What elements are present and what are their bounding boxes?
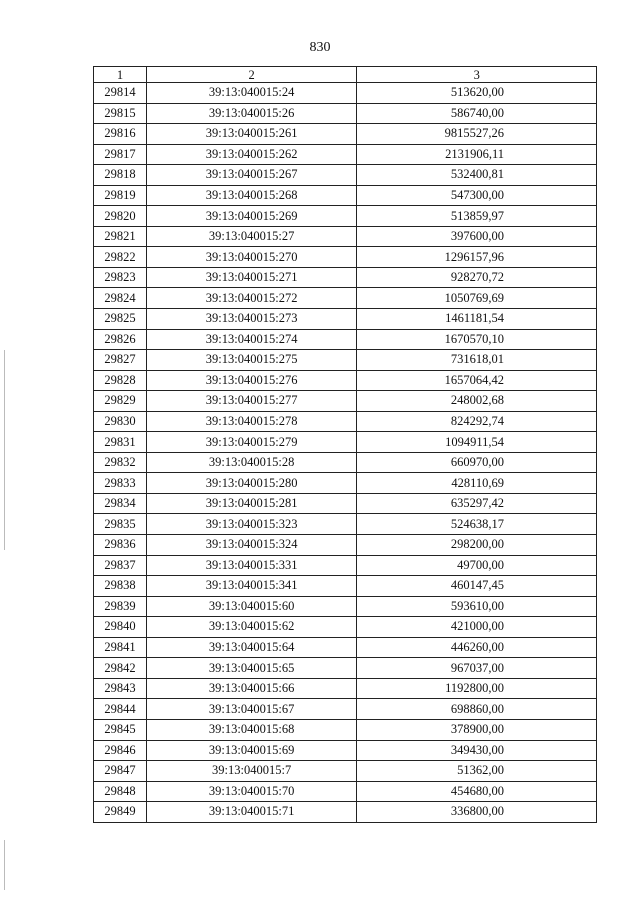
column-header-2: 2	[146, 67, 356, 83]
table-row	[94, 699, 597, 720]
row-number-cell: 29845	[94, 719, 147, 740]
row-number-cell: 29829	[94, 391, 147, 412]
table-row	[94, 678, 597, 699]
value-cell: 349430,00	[357, 740, 597, 761]
cadastral-number-cell: 39:13:040015:324	[146, 535, 356, 556]
table-row	[94, 781, 597, 802]
row-number-cell: 29846	[94, 740, 147, 761]
page-number: 830	[309, 40, 331, 55]
table-row	[94, 514, 597, 535]
cadastral-number-cell: 39:13:040015:267	[146, 165, 356, 186]
table-row	[94, 719, 597, 740]
cadastral-number-cell: 39:13:040015:270	[146, 247, 356, 268]
value-cell: 336800,00	[357, 802, 597, 823]
table-row	[94, 247, 597, 268]
value-cell: 967037,00	[357, 658, 597, 679]
row-number-cell: 29839	[94, 596, 147, 617]
row-number-cell: 29830	[94, 411, 147, 432]
row-number-cell: 29841	[94, 637, 147, 658]
cadastral-number-cell: 39:13:040015:262	[146, 144, 356, 165]
row-number-cell: 29844	[94, 699, 147, 720]
scan-artifact	[4, 350, 5, 550]
value-cell: 524638,17	[357, 514, 597, 535]
row-number-cell: 29828	[94, 370, 147, 391]
value-cell: 1296157,96	[357, 247, 597, 268]
table-row	[94, 226, 597, 247]
value-cell: 635297,42	[357, 493, 597, 514]
cadastral-number-cell: 39:13:040015:71	[146, 802, 356, 823]
cadastral-number-cell: 39:13:040015:269	[146, 206, 356, 227]
table-row	[94, 288, 597, 309]
value-cell: 731618,01	[357, 350, 597, 371]
row-number-cell: 29825	[94, 309, 147, 330]
cadastral-number-cell: 39:13:040015:68	[146, 719, 356, 740]
cadastral-number-cell: 39:13:040015:24	[146, 83, 356, 104]
value-cell: 49700,00	[357, 555, 597, 576]
table-row	[94, 144, 597, 165]
table-header-row	[94, 67, 597, 83]
value-cell: 1050769,69	[357, 288, 597, 309]
table-row	[94, 165, 597, 186]
cadastral-number-cell: 39:13:040015:7	[146, 761, 356, 782]
table-row	[94, 185, 597, 206]
table-row	[94, 350, 597, 371]
table-row	[94, 576, 597, 597]
table-row	[94, 411, 597, 432]
value-cell: 824292,74	[357, 411, 597, 432]
table-row	[94, 329, 597, 350]
cadastral-value-table	[93, 66, 597, 823]
cadastral-number-cell: 39:13:040015:323	[146, 514, 356, 535]
row-number-cell: 29832	[94, 452, 147, 473]
value-cell: 1192800,00	[357, 678, 597, 699]
cadastral-number-cell: 39:13:040015:278	[146, 411, 356, 432]
row-number-cell: 29833	[94, 473, 147, 494]
row-number-cell: 29820	[94, 206, 147, 227]
cadastral-number-cell: 39:13:040015:66	[146, 678, 356, 699]
value-cell: 698860,00	[357, 699, 597, 720]
cadastral-number-cell: 39:13:040015:275	[146, 350, 356, 371]
cadastral-number-cell: 39:13:040015:272	[146, 288, 356, 309]
table-row	[94, 370, 597, 391]
cadastral-number-cell: 39:13:040015:273	[146, 309, 356, 330]
cadastral-number-cell: 39:13:040015:280	[146, 473, 356, 494]
cadastral-number-cell: 39:13:040015:268	[146, 185, 356, 206]
cadastral-number-cell: 39:13:040015:62	[146, 617, 356, 638]
row-number-cell: 29836	[94, 535, 147, 556]
row-number-cell: 29816	[94, 124, 147, 145]
table-row	[94, 103, 597, 124]
row-number-cell: 29840	[94, 617, 147, 638]
table-row	[94, 267, 597, 288]
table-row	[94, 206, 597, 227]
value-cell: 460147,45	[357, 576, 597, 597]
table-row	[94, 617, 597, 638]
table-row	[94, 555, 597, 576]
value-cell: 660970,00	[357, 452, 597, 473]
value-cell: 1657064,42	[357, 370, 597, 391]
column-header-3: 3	[357, 67, 597, 83]
value-cell: 428110,69	[357, 473, 597, 494]
value-cell: 446260,00	[357, 637, 597, 658]
row-number-cell: 29819	[94, 185, 147, 206]
row-number-cell: 29834	[94, 493, 147, 514]
cadastral-number-cell: 39:13:040015:26	[146, 103, 356, 124]
table-row	[94, 452, 597, 473]
value-cell: 397600,00	[357, 226, 597, 247]
row-number-cell: 29818	[94, 165, 147, 186]
value-cell: 513859,97	[357, 206, 597, 227]
row-number-cell: 29824	[94, 288, 147, 309]
cadastral-number-cell: 39:13:040015:67	[146, 699, 356, 720]
value-cell: 378900,00	[357, 719, 597, 740]
table-row	[94, 391, 597, 412]
value-cell: 1670570,10	[357, 329, 597, 350]
table-body	[94, 83, 597, 823]
row-number-cell: 29848	[94, 781, 147, 802]
cadastral-number-cell: 39:13:040015:70	[146, 781, 356, 802]
value-cell: 593610,00	[357, 596, 597, 617]
row-number-cell: 29815	[94, 103, 147, 124]
value-cell: 1461181,54	[357, 309, 597, 330]
table-row	[94, 761, 597, 782]
value-cell: 513620,00	[357, 83, 597, 104]
value-cell: 248002,68	[357, 391, 597, 412]
value-cell: 298200,00	[357, 535, 597, 556]
cadastral-number-cell: 39:13:040015:69	[146, 740, 356, 761]
table-row	[94, 493, 597, 514]
cadastral-number-cell: 39:13:040015:27	[146, 226, 356, 247]
row-number-cell: 29826	[94, 329, 147, 350]
row-number-cell: 29849	[94, 802, 147, 823]
table-row	[94, 535, 597, 556]
cadastral-number-cell: 39:13:040015:65	[146, 658, 356, 679]
row-number-cell: 29821	[94, 226, 147, 247]
row-number-cell: 29838	[94, 576, 147, 597]
row-number-cell: 29822	[94, 247, 147, 268]
cadastral-number-cell: 39:13:040015:28	[146, 452, 356, 473]
row-number-cell: 29817	[94, 144, 147, 165]
row-number-cell: 29835	[94, 514, 147, 535]
cadastral-number-cell: 39:13:040015:64	[146, 637, 356, 658]
value-cell: 928270,72	[357, 267, 597, 288]
table-row	[94, 309, 597, 330]
value-cell: 586740,00	[357, 103, 597, 124]
cadastral-number-cell: 39:13:040015:281	[146, 493, 356, 514]
table-row	[94, 658, 597, 679]
column-header-1: 1	[94, 67, 147, 83]
cadastral-number-cell: 39:13:040015:60	[146, 596, 356, 617]
cadastral-number-cell: 39:13:040015:276	[146, 370, 356, 391]
table-row	[94, 596, 597, 617]
cadastral-number-cell: 39:13:040015:279	[146, 432, 356, 453]
cadastral-number-cell: 39:13:040015:277	[146, 391, 356, 412]
value-cell: 421000,00	[357, 617, 597, 638]
value-cell: 51362,00	[357, 761, 597, 782]
table-row	[94, 740, 597, 761]
table-row	[94, 83, 597, 104]
value-cell: 547300,00	[357, 185, 597, 206]
table-row	[94, 473, 597, 494]
row-number-cell: 29823	[94, 267, 147, 288]
table-row	[94, 124, 597, 145]
row-number-cell: 29843	[94, 678, 147, 699]
table-row	[94, 432, 597, 453]
value-cell: 532400,81	[357, 165, 597, 186]
table-row	[94, 802, 597, 823]
table-row	[94, 637, 597, 658]
cadastral-number-cell: 39:13:040015:331	[146, 555, 356, 576]
value-cell: 2131906,11	[357, 144, 597, 165]
cadastral-number-cell: 39:13:040015:341	[146, 576, 356, 597]
scan-artifact	[4, 840, 5, 890]
row-number-cell: 29831	[94, 432, 147, 453]
value-cell: 1094911,54	[357, 432, 597, 453]
cadastral-number-cell: 39:13:040015:274	[146, 329, 356, 350]
cadastral-number-cell: 39:13:040015:261	[146, 124, 356, 145]
row-number-cell: 29847	[94, 761, 147, 782]
value-cell: 9815527,26	[357, 124, 597, 145]
cadastral-number-cell: 39:13:040015:271	[146, 267, 356, 288]
row-number-cell: 29827	[94, 350, 147, 371]
row-number-cell: 29837	[94, 555, 147, 576]
row-number-cell: 29842	[94, 658, 147, 679]
row-number-cell: 29814	[94, 83, 147, 104]
value-cell: 454680,00	[357, 781, 597, 802]
